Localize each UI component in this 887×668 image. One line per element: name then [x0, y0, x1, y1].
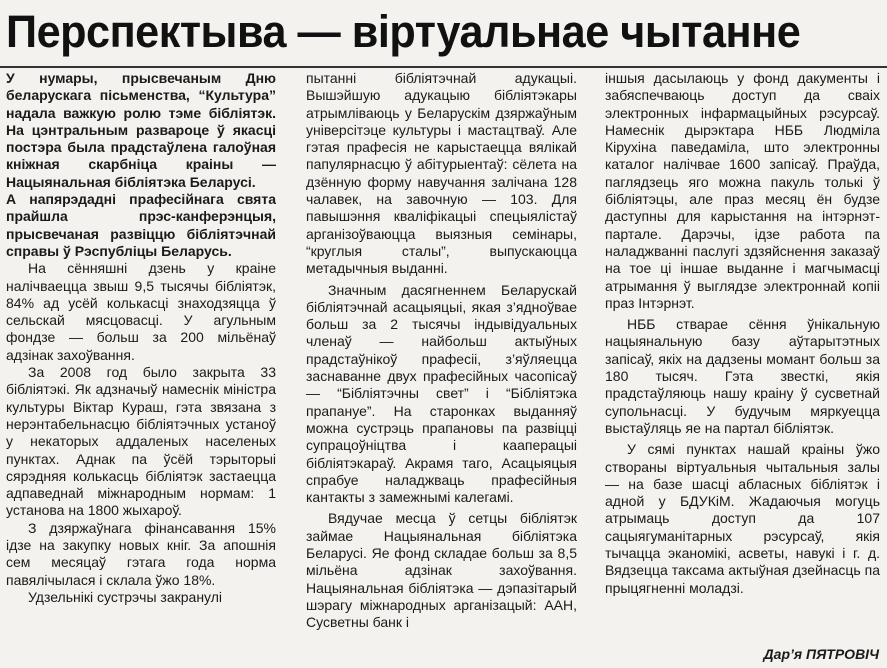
body-paragraph: іншыя дасылаюць у фонд дакументы і забяспечваюць доступ да сваіх электронных інфармацыйных рэсурсаў. Намеснік дырэктара НББ Людміла Кірухіна паведаміла, што электронны каталог налічвае 1600 запісаў. Праўда, паглядзець яго можна пакуль толькі ў бібліятэцы, але праз месяц ён будзе даступны для карыстання на інтэрнэт-партале. Дарэчы, ідзе работа па наладжванні паслугі здзяйснення заказаў на тое ці іншае выданне і магчымасці атрымання ў выглядзе электроннай копіі праз Інтэрнэт.: [605, 70, 880, 311]
body-paragraph: Вядучае месца ў сетцы бібліятэк займае Нацыянальная бібліятэка Беларусі. Яе фонд складае больш за 8,5 мільёна адзінак захоўвання. Нацыянальная бібліятэка — дэпазітарый шэрагу міжнародных арганізацый: ААН, Сусветны банк і: [306, 510, 577, 631]
body-paragraph: На сённяшні дзень у краіне налічваецца звыш 9,5 тысячы бібліятэк, 84% ад усёй колькасці знаходзяцца ў сельскай мясцовасці. У агульным фондзе — больш за 200 мільёнаў адзінак захоўвання.: [6, 260, 276, 363]
body-paragraph: Значным дасягненнем Беларускай бібліятэчнай асацыяцыі, якая з’ядноўвае больш за 2 тысячы індывідуальных членаў — найбольш актыўных прадстаўнікоў прафесіі, з’яўляецца заснаванне двух прафесійных часопісаў — “Бібліятэчны свет” і “Бібліятэка прапануе”. На старонках выданняў можна сустрэць прапановы па развіцці супрацоўніцтва і кааперацыі бібліятэкараў. Акрамя таго, Асацыяцыя спрабуе наладжваць прафесійныя кантакты з замежнымі калегамі.: [306, 281, 577, 506]
body-paragraph: За 2008 год было закрыта 33 бібліятэкі. Як адзначыў намеснік міністра культуры Віктар Кураш, гэта звязана з нерэнтабельнасцю бібліятэчных устаноў у некаторых аддаленых населеных пунктах. Аднак па ўсёй тэрыторыі сярэдняя колькасць бібліятэк застаецца адпаведнай міжнародным нормам: 1 установа на 1800 жыхароў.: [6, 364, 276, 519]
column-3: [605, 70, 880, 666]
column-2: [306, 70, 577, 666]
lead-paragraph-2: А напярэдадні прафесійнага свята прайшла прэс-канферэнцыя, прысвечаная развіццю бібліятэчнай справы ў Рэспубліцы Беларусь.: [6, 191, 276, 259]
body-paragraph: У сямі пунктах нашай краіны ўжо створаны віртуальныя чытальныя залы — на базе шасці абласных бібліятэк і адной у БДУКіМ. Жадаючыя могуць атрымаць доступ да 107 сацыягуманітарных рэсурсаў, якія тычацца эканомікі, асветы, навукі і г. д. Вядзецца таксама актыўная дзейнасць па прыцягненні моладзі.: [605, 441, 880, 596]
author-byline: Дар’я ПЯТРОВІЧ: [763, 646, 879, 662]
article-headline: Перспектыва — віртуальнае чытанне: [6, 6, 801, 57]
body-paragraph: НББ стварае сёння ўнікальную нацыянальную базу аўтарытэтных запісаў, якіх на дадзены момант больш за 180 тысяч. Гэта звесткі, якія прадстаўляюць нашу краіну ў сусветнай супольнасці. У будучым мяркуецца выстаўляць яе на партал бібліятэк.: [605, 316, 880, 436]
body-paragraph: З дзяржаўнага фінансавання 15% ідзе на закупку новых кніг. За апошнія сем месяцаў гэтага года норма павялічылася і склала ўжо 18%.: [6, 519, 276, 588]
body-paragraph: пытанні бібліятэчнай адукацыі. Вышэйшую адукацыю бібліятэкары атрымліваюць у Беларускім дзяржаўным універсітэце культуры і мастацтваў. Але гэтая прафесія не карыстаецца вялікай папулярнасцю ў абітурыентаў: сёлета на дзённую форму навучання залічана 128 чалавек, на завочную — 103. Для павышэння кваліфікацыі спецыялістаў арганізоўваюцца выязныя семінары, “круглыя сталы”, выпускаюцца метадычныя выданні.: [306, 70, 577, 277]
body-paragraph: Удзельнікі сустрэчы закранулі: [28, 588, 223, 605]
lead-paragraph-1: У нумары, прысвечаным Дню беларускага пісьменства, “Культура” надала важкую ролю тэме бібліятэк. На цэнтральным развароце ў якасці постэра была прадстаўлена галоўная кніжная скарбніца краіны — Нацыянальная бібліятэка Беларусі.: [6, 70, 276, 190]
headline-rule: [0, 66, 887, 68]
column-1: [6, 70, 276, 666]
